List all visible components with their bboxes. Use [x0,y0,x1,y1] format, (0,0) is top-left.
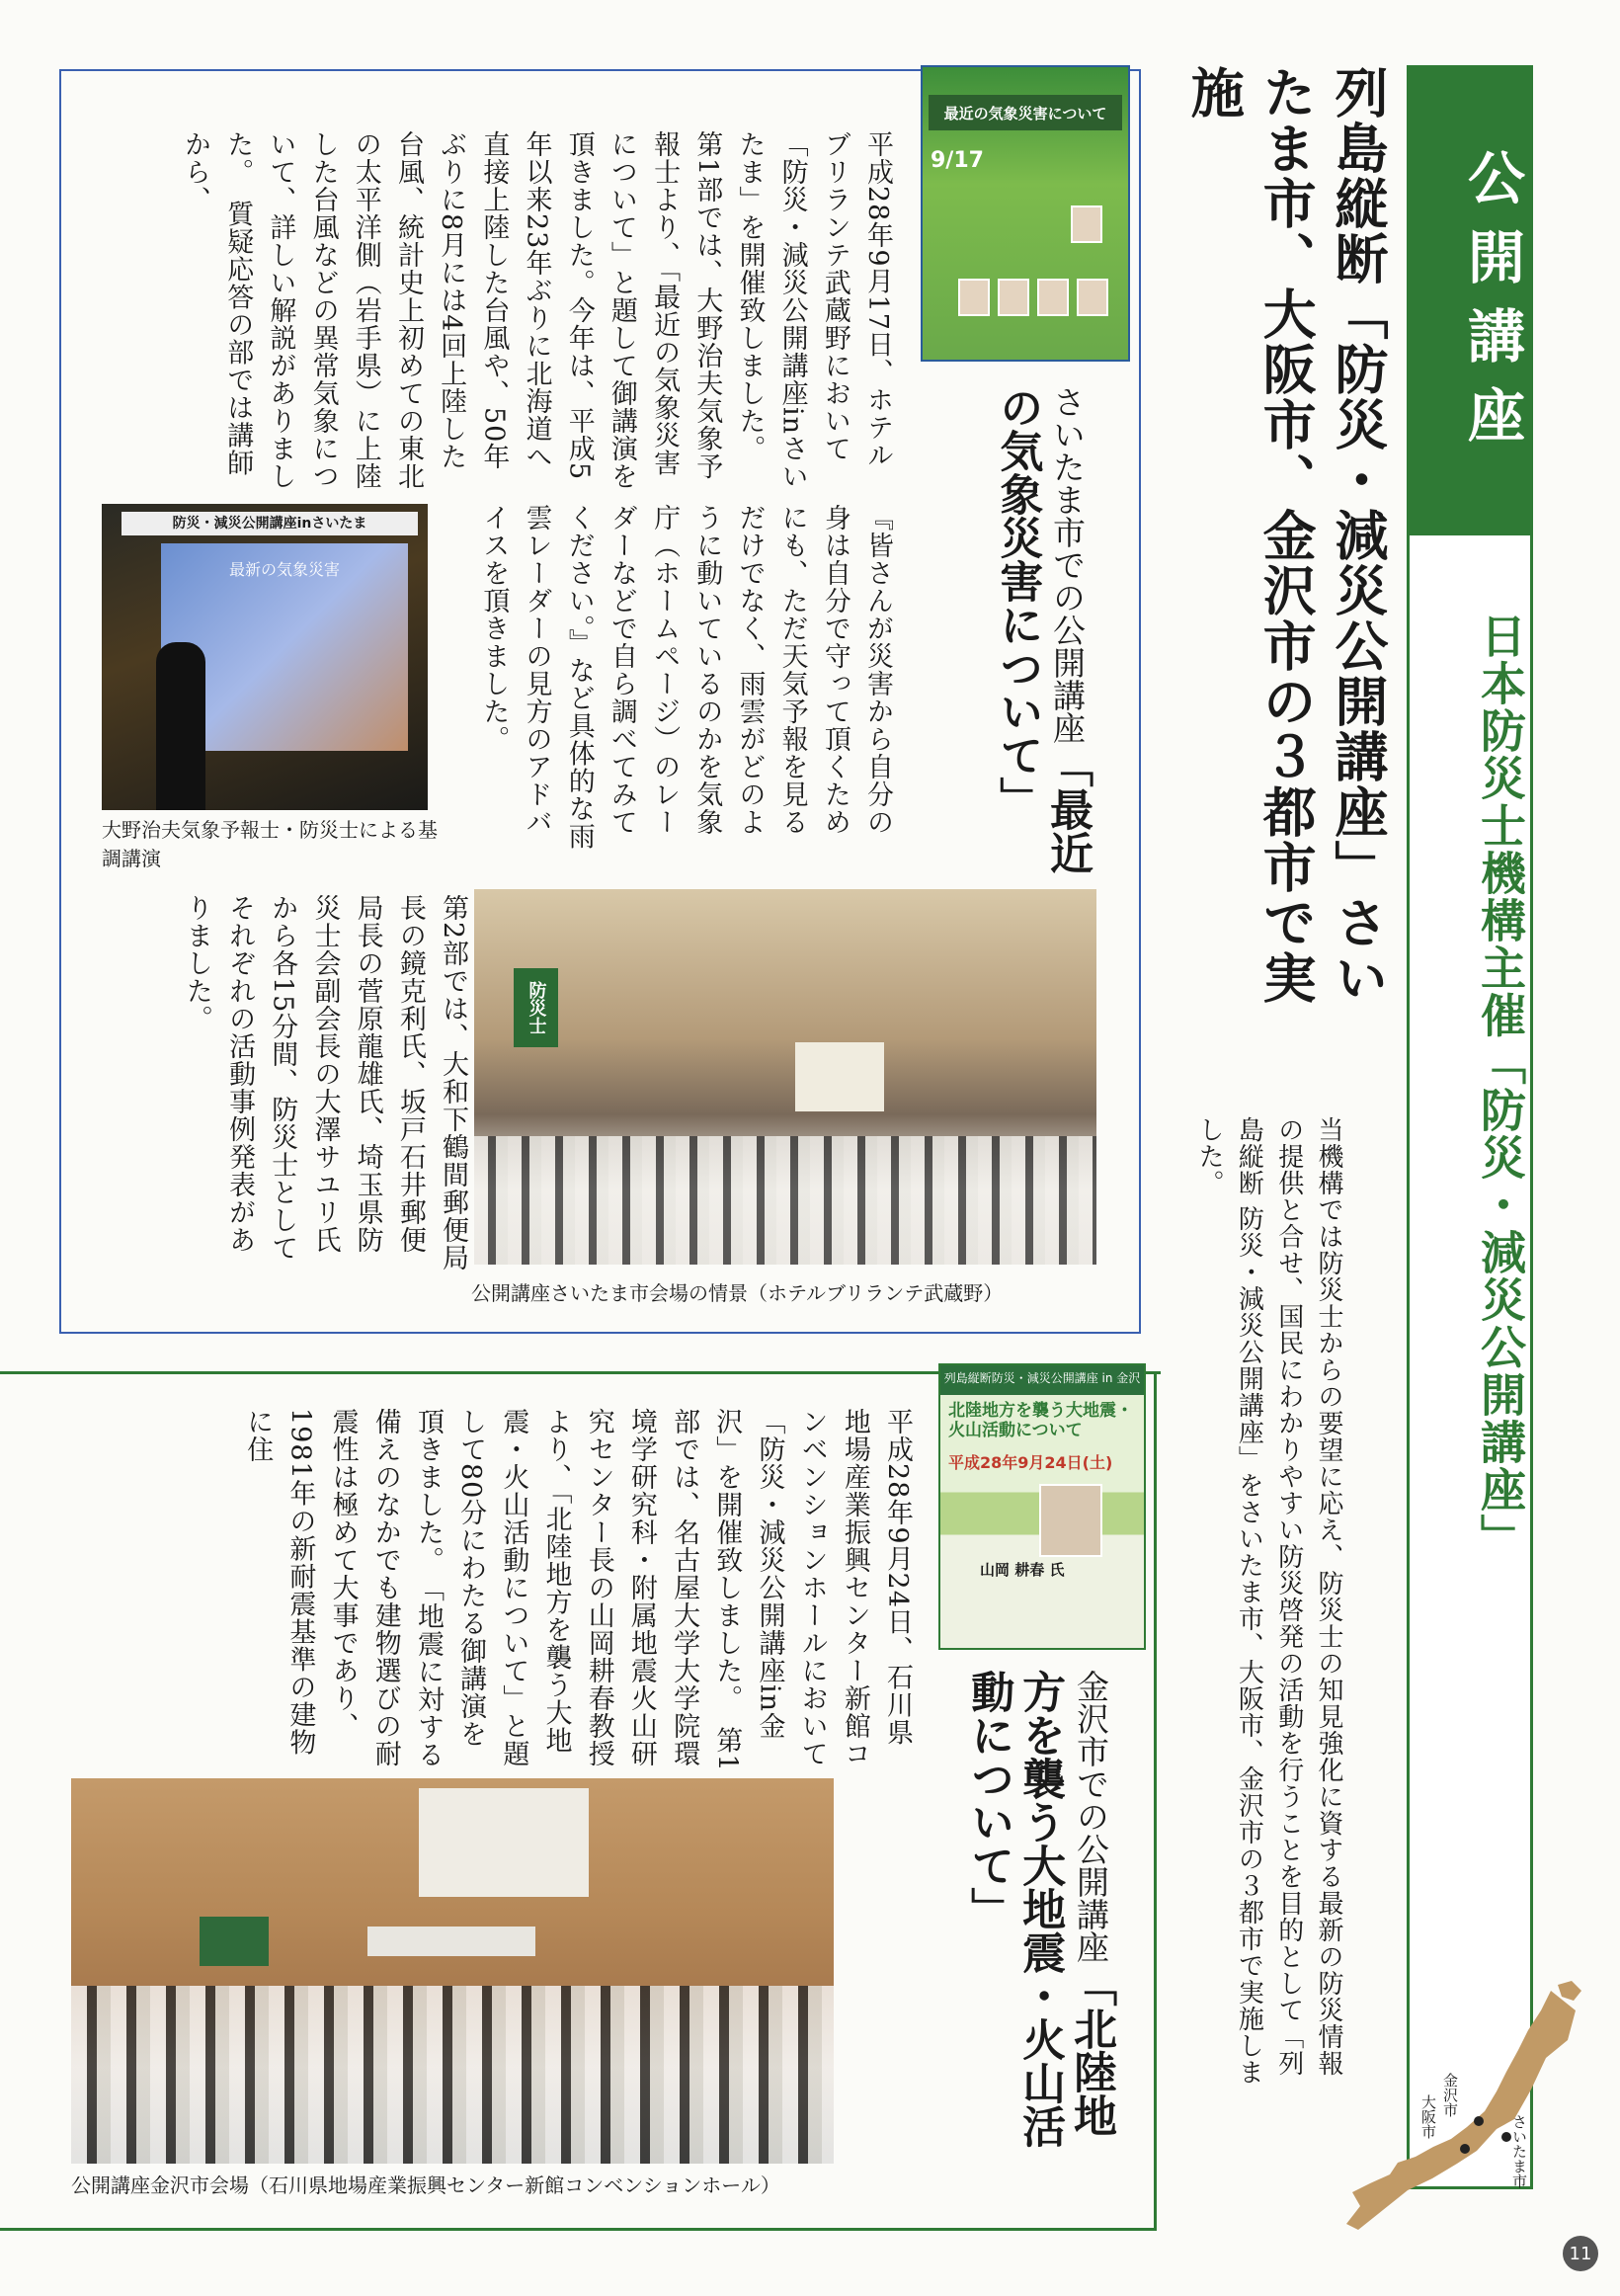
kanazawa-frame-side [1154,1371,1157,2231]
osaka-marker [1460,2144,1470,2154]
kanazawa-hall-audience [71,1986,834,2164]
saitama-poster [921,65,1130,362]
intro-text: 当機構では防災士からの要望に応え、防災士の知見強化に資する最新の防災情報の提供と合せ、国民にわかりやすい防災啓発の活動を行うことを目的として「列島縦断 防災・減災公開講座」をさいたま市、大阪市、金沢市の３都市で実施しました。 [1194,1116,1343,2087]
poster-panel-photo [998,279,1029,316]
map-label-osaka: 大阪市 [1419,2094,1437,2139]
bottom-rule [0,2228,1156,2231]
kanazawa-hall-signs [200,1917,269,1966]
kanazawa-poster-title: 北陸地方を襲う大地震・火山活動について [948,1401,1133,1441]
speaker-photo-screen: 最新の気象災害 [161,543,408,751]
saitama-hall-caption: 公開講座さいたま市会場の情景（ホテルブリランテ武蔵野） [471,1281,1004,1305]
kanazawa-poster [938,1363,1146,1650]
poster-speaker-photo [1071,205,1102,243]
saitama-body-a: 平成28年9月17日、ホテルブリランテ武蔵野において「防災・減災公開講座inさいたま」を開催致しました。 第1部では、大野治夫気象予報士より、「最近の気象災害について」と題して御講演を頂きました。今年は、平成5年以来23年ぶりに北海道へ直接上陸した台風や、50年ぶりに8月には4回上陸した台風、統計史上初めての東北の太平洋側（岩手県）に上陸した台風などの異常気象について、詳しい解説がありました。 質疑応答の部では講師から、 [180,130,893,491]
section-subtitle: 日本防災士機構主催「防災・減災公開講座」 [1474,613,1527,1561]
section-label: 公開講座 [1458,148,1525,464]
speaker-photo-banner: 防災・減災公開講座inさいたま [122,512,418,535]
saitama-poster-title: 最近の気象災害について [929,95,1122,130]
kanazawa-poster-header: 列島縦断防災・減災公開講座 in 金沢 [943,1371,1141,1385]
saitama-body-c: 第2部では、大和下鶴間郵便局長の鏡克利氏、坂戸石井郵便局長の菅原龍雄氏、埼玉県防災士会副会長の大澤サユリ氏から各15分間、防災士としてそれぞれの活動事例発表がありました。 [181,894,468,1272]
kanazawa-heading [919,1670,1116,2173]
hall-sign: 防災士 [514,968,558,1047]
saitama-body-b: 『皆さんが災害から自分の身は自分で守って頂くためにも、ただ天気予報を見るだけでなく、雨雲がどのように動いているのかを気象庁（ホームページ）のレーダーなどで自ら調べてみてください。』など具体的な雨雲レーダーの見方のアドバイスを頂きました。 [478,504,893,851]
poster-panel-photo [1077,279,1108,316]
kanazawa-body: 平成28年9月24日、石川県地場産業振興センター新館コンベンションホールにおいて「防災・減災公開講座in金沢」を開催致しました。 第1部では、名古屋大学大学院環境学研究科・附属地震火山研究センター長の山岡耕春教授より、「北陸地方を襲う大地震・火山活動について」と題して80分にわたる御講演を頂きました。 「地震に対する備えのなかでも建物選びの耐震性は極めて大事であり、1981年の新耐震基準の建物に住 [242,1408,913,1772]
kanazawa-poster-date: 平成28年9月24日(土) [948,1453,1113,1472]
poster-panel-photo [958,279,990,316]
speaker-figure [156,642,205,810]
saitama-poster-date: 9/17 [931,148,984,173]
kanazawa-poster-speaker: 山岡 耕春 氏 [980,1561,1065,1579]
saitama-heading-small: さいたま市での公開講座 [1048,385,1087,744]
japan-map-icon [1338,1981,1585,2238]
poster-panel-photo [1037,279,1069,316]
hall-audience [474,1136,1096,1265]
hall-stage [795,1042,884,1111]
kanazawa-heading-main: 「北陸地方を襲う大地震・火山活動について」 [963,1670,1116,2148]
kanazawa-hall-screen [419,1788,589,1897]
saitama-hall-photo [474,889,1096,1265]
saitama-heading [973,385,1092,899]
kanazawa-hall-caption: 公開講座金沢市会場（石川県地場産業振興センター新館コンベンションホール） [71,2173,780,2197]
kanazawa-heading-small: 金沢市での公開講座 [1072,1670,1110,1963]
kanazawa-hall-table [367,1927,535,1956]
speaker-photo [102,504,428,810]
page-headline: 列島縦断「防災・減災公開講座」さいたま市、大阪市、金沢市の３都市で実施 [1182,65,1389,1006]
kanazawa-poster-speaker-photo [1039,1484,1102,1557]
saitama-heading-main: 「最近の気象災害について」 [992,385,1093,874]
page-number: 11 [1563,2236,1598,2271]
speaker-photo-caption: 大野治夫気象予報士・防災士による基調講演 [102,818,438,870]
map-label-kanazawa: 金沢市 [1441,2073,1459,2117]
map-label-saitama: さいたま市 [1510,2114,1528,2188]
kanazawa-hall-photo [71,1778,834,2164]
kanazawa-marker [1474,2116,1484,2126]
